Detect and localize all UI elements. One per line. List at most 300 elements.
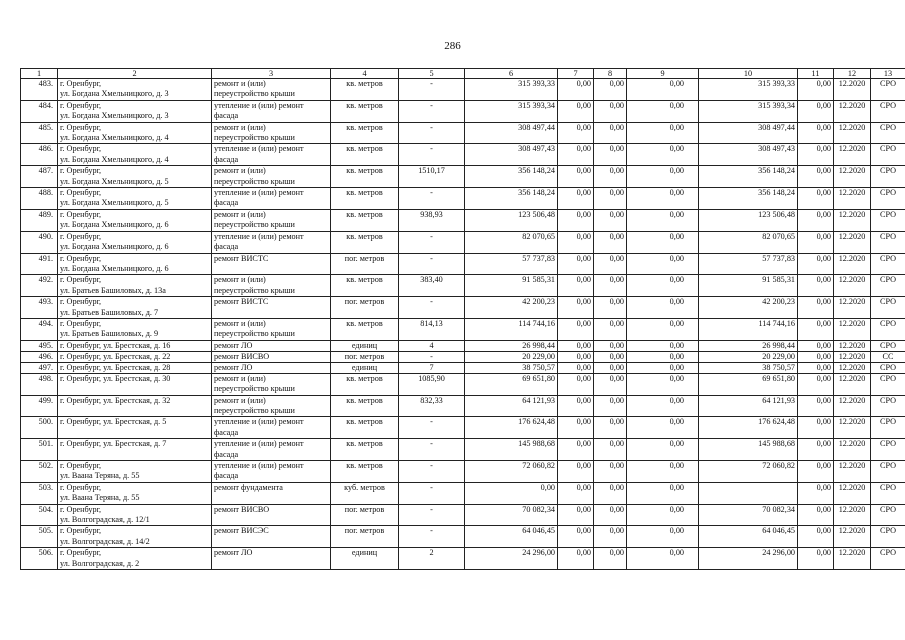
address-cell [58, 362, 212, 373]
row-number-cell-text: 486. [38, 144, 53, 154]
fund-cell-text: 0,00 [669, 439, 684, 449]
fund-cell [627, 297, 699, 319]
address-cell-line-2: ул. Богдана Хмельницкого, д. 6 [60, 220, 169, 230]
row-number-cell-text: 491. [38, 253, 53, 263]
fund-cell-text: 0,00 [816, 417, 831, 427]
fund-cell [594, 275, 627, 297]
work-type-cell-line-2: переустройство крыши [214, 133, 295, 143]
total-cost-cell [465, 209, 558, 231]
total-cost-cell [465, 461, 558, 483]
work-type-cell [212, 166, 331, 188]
fund-cell-text: 0,00 [609, 297, 624, 307]
method-cell-text: СС [882, 351, 894, 361]
total-cost-cell [465, 253, 558, 275]
row-number-cell [21, 439, 58, 461]
column-number: 5 [399, 69, 465, 79]
quantity-cell [399, 439, 465, 461]
deadline-cell [834, 461, 871, 483]
table-row [21, 209, 905, 231]
column-number: 4 [331, 69, 399, 79]
fund-cell [627, 188, 699, 210]
fund-cell [558, 166, 594, 188]
fund-cell-text: 0,00 [609, 395, 624, 405]
owners-funds-cell-text: 42 200,23 [762, 297, 795, 307]
fund-cell [798, 297, 834, 319]
deadline-cell [834, 340, 871, 351]
fund-cell-text: 0,00 [609, 417, 624, 427]
address-cell [58, 166, 212, 188]
address-cell [58, 100, 212, 122]
method-cell [871, 373, 905, 395]
method-cell-text: СРО [879, 482, 897, 492]
fund-cell-text: 0,00 [669, 188, 684, 198]
row-number-cell-text: 494. [38, 318, 53, 328]
work-type-cell-line-2: фасада [214, 154, 239, 164]
fund-cell [558, 526, 594, 548]
fund-cell [594, 351, 627, 362]
total-cost-cell-text: 123 506,48 [518, 209, 555, 219]
fund-cell-text: 0,00 [816, 209, 831, 219]
deadline-cell-text: 12.2020 [838, 362, 866, 372]
address-cell-line-1: г. Оренбург, ул. Брестская, д. 16 [60, 340, 171, 350]
address-cell-line-2: ул. Богдана Хмельницкого, д. 5 [60, 176, 169, 186]
row-number-cell-text: 499. [38, 395, 53, 405]
total-cost-cell [465, 351, 558, 362]
unit-cell [331, 209, 399, 231]
address-cell-line-2: ул. Богдана Хмельницкого, д. 3 [60, 111, 169, 121]
unit-cell-text: единиц [351, 362, 378, 372]
owners-funds-cell [699, 100, 798, 122]
owners-funds-cell [699, 209, 798, 231]
work-type-cell-line-1: ремонт и (или) [214, 79, 266, 88]
fund-cell-text: 0,00 [816, 439, 831, 449]
address-cell-line-2: ул. Братьев Башиловых, д. 9 [60, 329, 159, 339]
address-cell-line-1: г. Оренбург, [60, 461, 102, 470]
fund-cell [594, 188, 627, 210]
fund-cell [798, 144, 834, 166]
unit-cell [331, 340, 399, 351]
fund-cell-text: 0,00 [669, 373, 684, 383]
owners-funds-cell-text: 315 393,34 [758, 100, 795, 110]
work-type-cell-line-1: ремонт фундамента [214, 482, 283, 492]
row-number-cell [21, 318, 58, 340]
quantity-cell [399, 209, 465, 231]
row-number-cell-text: 500. [38, 417, 53, 427]
fund-cell-text: 0,00 [816, 351, 831, 361]
fund-cell [558, 340, 594, 351]
owners-funds-cell-text: 38 750,57 [762, 362, 795, 372]
quantity-cell [399, 231, 465, 253]
quantity-cell-text: - [430, 417, 433, 427]
address-cell [58, 504, 212, 526]
address-cell-line-2: ул. Ваана Теряна, д. 55 [60, 471, 140, 481]
unit-cell [331, 275, 399, 297]
fund-cell-text: 0,00 [816, 373, 831, 383]
fund-cell [798, 417, 834, 439]
owners-funds-cell-text: 123 506,48 [758, 209, 795, 219]
address-cell-line-1: г. Оренбург, ул. Брестская, д. 32 [60, 395, 171, 405]
method-cell [871, 188, 905, 210]
address-cell-line-1: г. Оренбург, [60, 231, 102, 241]
row-number-cell [21, 351, 58, 362]
total-cost-cell [465, 79, 558, 101]
address-cell [58, 253, 212, 275]
quantity-cell-text: 2 [429, 548, 434, 558]
address-cell [58, 275, 212, 297]
total-cost-cell-text: 0,00 [540, 482, 555, 492]
quantity-cell-text: 4 [429, 340, 434, 350]
quantity-cell-text: 383,40 [420, 275, 443, 285]
fund-cell [798, 318, 834, 340]
fund-cell-text: 0,00 [576, 144, 591, 154]
quantity-cell-text: - [430, 79, 433, 88]
unit-cell-text: кв. метров [346, 100, 383, 110]
method-cell-text: СРО [879, 373, 897, 383]
method-cell-text: СРО [879, 79, 897, 88]
fund-cell-text: 0,00 [669, 166, 684, 176]
deadline-cell-text: 12.2020 [838, 439, 866, 449]
address-cell-line-1: г. Оренбург, ул. Брестская, д. 5 [60, 417, 167, 427]
fund-cell [627, 504, 699, 526]
address-cell-line-1: г. Оренбург, [60, 548, 102, 558]
deadline-cell [834, 318, 871, 340]
work-type-cell [212, 122, 331, 144]
address-cell-line-1: г. Оренбург, ул. Брестская, д. 30 [60, 373, 171, 383]
fund-cell [798, 166, 834, 188]
fund-cell-text: 0,00 [816, 122, 831, 132]
quantity-cell [399, 526, 465, 548]
unit-cell [331, 373, 399, 395]
row-number-cell-text: 502. [38, 461, 53, 470]
column-number: 13 [871, 69, 905, 79]
fund-cell [594, 318, 627, 340]
unit-cell [331, 231, 399, 253]
deadline-cell-text: 12.2020 [838, 100, 866, 110]
address-cell-line-1: г. Оренбург, [60, 297, 102, 307]
owners-funds-cell-text: 315 393,33 [758, 79, 795, 88]
row-number-cell [21, 100, 58, 122]
fund-cell [798, 362, 834, 373]
fund-cell-text: 0,00 [609, 362, 624, 372]
fund-cell-text: 0,00 [576, 439, 591, 449]
fund-cell-text: 0,00 [669, 318, 684, 328]
address-cell [58, 318, 212, 340]
method-cell-text: СРО [879, 144, 897, 154]
deadline-cell-text: 12.2020 [838, 395, 866, 405]
row-number-cell [21, 395, 58, 417]
quantity-cell [399, 253, 465, 275]
fund-cell [594, 373, 627, 395]
work-type-cell-line-1: ремонт и (или) [214, 318, 266, 328]
fund-cell-text: 0,00 [576, 79, 591, 88]
total-cost-cell [465, 373, 558, 395]
fund-cell-text: 0,00 [669, 275, 684, 285]
row-number-cell [21, 340, 58, 351]
unit-cell-text: единиц [351, 340, 378, 350]
deadline-cell-text: 12.2020 [838, 144, 866, 154]
quantity-cell [399, 188, 465, 210]
unit-cell-text: кв. метров [346, 166, 383, 176]
fund-cell [594, 526, 627, 548]
row-number-cell-text: 496. [38, 351, 53, 361]
owners-funds-cell [699, 461, 798, 483]
unit-cell-text: пог. метров [344, 297, 385, 307]
method-cell-text: СРО [879, 395, 897, 405]
row-number-cell [21, 188, 58, 210]
address-cell-line-2: ул. Волгоградская, д. 12/1 [60, 515, 150, 525]
row-number-cell [21, 373, 58, 395]
fund-cell-text: 0,00 [669, 253, 684, 263]
quantity-cell [399, 144, 465, 166]
total-cost-cell-text: 72 060,82 [522, 461, 555, 470]
owners-funds-cell-text: 69 651,80 [762, 373, 795, 383]
total-cost-cell-text: 315 393,33 [518, 79, 555, 88]
fund-cell-text: 0,00 [576, 100, 591, 110]
row-number-cell [21, 275, 58, 297]
fund-cell [798, 340, 834, 351]
fund-cell-text: 0,00 [669, 100, 684, 110]
table-row [21, 100, 905, 122]
fund-cell-text: 0,00 [609, 351, 624, 361]
row-number-cell [21, 461, 58, 483]
address-cell [58, 231, 212, 253]
table-row [21, 144, 905, 166]
deadline-cell [834, 395, 871, 417]
method-cell-text: СРО [879, 417, 897, 427]
unit-cell-text: кв. метров [346, 275, 383, 285]
total-cost-cell-text: 20 229,00 [522, 351, 555, 361]
owners-funds-cell-text: 356 148,24 [758, 166, 795, 176]
work-type-cell-line-2: фасада [214, 449, 239, 459]
deadline-cell [834, 417, 871, 439]
row-number-cell [21, 79, 58, 101]
deadline-cell-text: 12.2020 [838, 548, 866, 558]
work-type-cell [212, 461, 331, 483]
work-type-cell-line-2: переустройство крыши [214, 329, 295, 339]
table-row [21, 318, 905, 340]
fund-cell-text: 0,00 [609, 231, 624, 241]
fund-cell [594, 297, 627, 319]
fund-cell-text: 0,00 [669, 461, 684, 470]
fund-cell-text: 0,00 [609, 275, 624, 285]
unit-cell-text: кв. метров [346, 417, 383, 427]
total-cost-cell [465, 340, 558, 351]
address-cell-line-2: ул. Волгоградская, д. 2 [60, 558, 140, 568]
method-cell [871, 439, 905, 461]
work-type-cell-line-2: переустройство крыши [214, 405, 295, 415]
work-type-cell [212, 253, 331, 275]
deadline-cell-text: 12.2020 [838, 209, 866, 219]
owners-funds-cell [699, 231, 798, 253]
fund-cell-text: 0,00 [609, 439, 624, 449]
row-number-cell [21, 504, 58, 526]
fund-cell-text: 0,00 [669, 504, 684, 514]
unit-cell [331, 188, 399, 210]
work-type-cell-line-2: фасада [214, 471, 239, 481]
unit-cell-text: кв. метров [346, 79, 383, 88]
fund-cell-text: 0,00 [669, 548, 684, 558]
row-number-cell [21, 253, 58, 275]
total-cost-cell-text: 57 737,83 [522, 253, 555, 263]
fund-cell-text: 0,00 [669, 340, 684, 350]
deadline-cell [834, 209, 871, 231]
fund-cell-text: 0,00 [816, 297, 831, 307]
fund-cell [798, 231, 834, 253]
fund-cell-text: 0,00 [609, 253, 624, 263]
address-cell [58, 340, 212, 351]
unit-cell-text: кв. метров [346, 144, 383, 154]
method-cell-text: СРО [879, 362, 897, 372]
fund-cell [594, 100, 627, 122]
fund-cell-text: 0,00 [816, 79, 831, 88]
fund-cell [798, 526, 834, 548]
address-cell [58, 417, 212, 439]
total-cost-cell-text: 64 046,45 [522, 526, 555, 536]
fund-cell-text: 0,00 [576, 340, 591, 350]
fund-cell-text: 0,00 [576, 351, 591, 361]
address-cell [58, 144, 212, 166]
work-type-cell [212, 417, 331, 439]
fund-cell-text: 0,00 [816, 340, 831, 350]
fund-cell [627, 209, 699, 231]
fund-cell [798, 100, 834, 122]
deadline-cell [834, 188, 871, 210]
total-cost-cell [465, 417, 558, 439]
fund-cell [798, 188, 834, 210]
table-row [21, 340, 905, 351]
table-row [21, 395, 905, 417]
owners-funds-cell [699, 166, 798, 188]
method-cell [871, 318, 905, 340]
total-cost-cell-text: 38 750,57 [522, 362, 555, 372]
method-cell [871, 548, 905, 570]
work-type-cell [212, 526, 331, 548]
fund-cell [594, 461, 627, 483]
total-cost-cell-text: 356 148,24 [518, 166, 555, 176]
fund-cell-text: 0,00 [609, 209, 624, 219]
fund-cell [558, 373, 594, 395]
owners-funds-cell-text: 91 585,31 [762, 275, 795, 285]
row-number-cell-text: 503. [38, 482, 53, 492]
total-cost-cell [465, 318, 558, 340]
work-type-cell-line-1: ремонт ВИСВО [214, 504, 270, 514]
method-cell [871, 526, 905, 548]
fund-cell-text: 0,00 [816, 395, 831, 405]
method-cell [871, 482, 905, 504]
fund-cell [558, 504, 594, 526]
fund-cell [594, 362, 627, 373]
total-cost-cell-text: 82 070,65 [522, 231, 555, 241]
fund-cell [627, 318, 699, 340]
fund-cell-text: 0,00 [609, 373, 624, 383]
total-cost-cell [465, 297, 558, 319]
fund-cell [627, 395, 699, 417]
fund-cell [798, 504, 834, 526]
row-number-cell [21, 166, 58, 188]
fund-cell [558, 439, 594, 461]
unit-cell [331, 122, 399, 144]
row-number-cell [21, 144, 58, 166]
address-cell-line-2: ул. Волгоградская, д. 14/2 [60, 536, 150, 546]
total-cost-cell [465, 526, 558, 548]
unit-cell-text: кв. метров [346, 439, 383, 449]
table-row [21, 297, 905, 319]
fund-cell [558, 188, 594, 210]
table-row [21, 351, 905, 362]
work-type-cell-line-1: ремонт и (или) [214, 275, 266, 285]
deadline-cell-text: 12.2020 [838, 297, 866, 307]
fund-cell [594, 166, 627, 188]
total-cost-cell [465, 100, 558, 122]
column-number: 3 [212, 69, 331, 79]
fund-cell [594, 253, 627, 275]
fund-cell-text: 0,00 [609, 100, 624, 110]
fund-cell-text: 0,00 [609, 122, 624, 132]
table-row [21, 275, 905, 297]
fund-cell [627, 122, 699, 144]
unit-cell-text: пог. метров [344, 253, 385, 263]
fund-cell [627, 351, 699, 362]
fund-cell [798, 79, 834, 101]
quantity-cell [399, 482, 465, 504]
fund-cell-text: 0,00 [576, 231, 591, 241]
unit-cell-text: кв. метров [346, 373, 383, 383]
deadline-cell [834, 482, 871, 504]
repair-program-table [20, 68, 905, 570]
unit-cell [331, 526, 399, 548]
quantity-cell-text: - [430, 526, 433, 536]
work-type-cell [212, 351, 331, 362]
row-number-cell [21, 231, 58, 253]
table-row [21, 548, 905, 570]
quantity-cell [399, 351, 465, 362]
column-number: 12 [834, 69, 871, 79]
owners-funds-cell-text: 72 060,82 [762, 461, 795, 470]
row-number-cell-text: 504. [38, 504, 53, 514]
work-type-cell-line-2: переустройство крыши [214, 89, 295, 99]
row-number-cell [21, 548, 58, 570]
fund-cell [558, 100, 594, 122]
address-cell [58, 351, 212, 362]
fund-cell-text: 0,00 [609, 548, 624, 558]
owners-funds-cell-text: 308 497,44 [758, 122, 795, 132]
method-cell-text: СРО [879, 209, 897, 219]
table-row [21, 188, 905, 210]
deadline-cell [834, 373, 871, 395]
address-cell-line-1: г. Оренбург, [60, 504, 102, 514]
unit-cell [331, 362, 399, 373]
method-cell [871, 362, 905, 373]
work-type-cell [212, 209, 331, 231]
total-cost-cell [465, 231, 558, 253]
work-type-cell [212, 144, 331, 166]
fund-cell [558, 395, 594, 417]
owners-funds-cell-text: 64 046,45 [762, 526, 795, 536]
fund-cell-text: 0,00 [576, 373, 591, 383]
method-cell-text: СРО [879, 340, 897, 350]
fund-cell [627, 526, 699, 548]
fund-cell [558, 144, 594, 166]
fund-cell-text: 0,00 [669, 362, 684, 372]
fund-cell-text: 0,00 [816, 253, 831, 263]
work-type-cell-line-1: ремонт ЛО [214, 340, 253, 350]
fund-cell-text: 0,00 [576, 548, 591, 558]
method-cell-text: СРО [879, 504, 897, 514]
unit-cell-text: кв. метров [346, 188, 383, 198]
fund-cell-text: 0,00 [576, 395, 591, 405]
fund-cell-text: 0,00 [669, 351, 684, 361]
total-cost-cell-text: 70 082,34 [522, 504, 555, 514]
